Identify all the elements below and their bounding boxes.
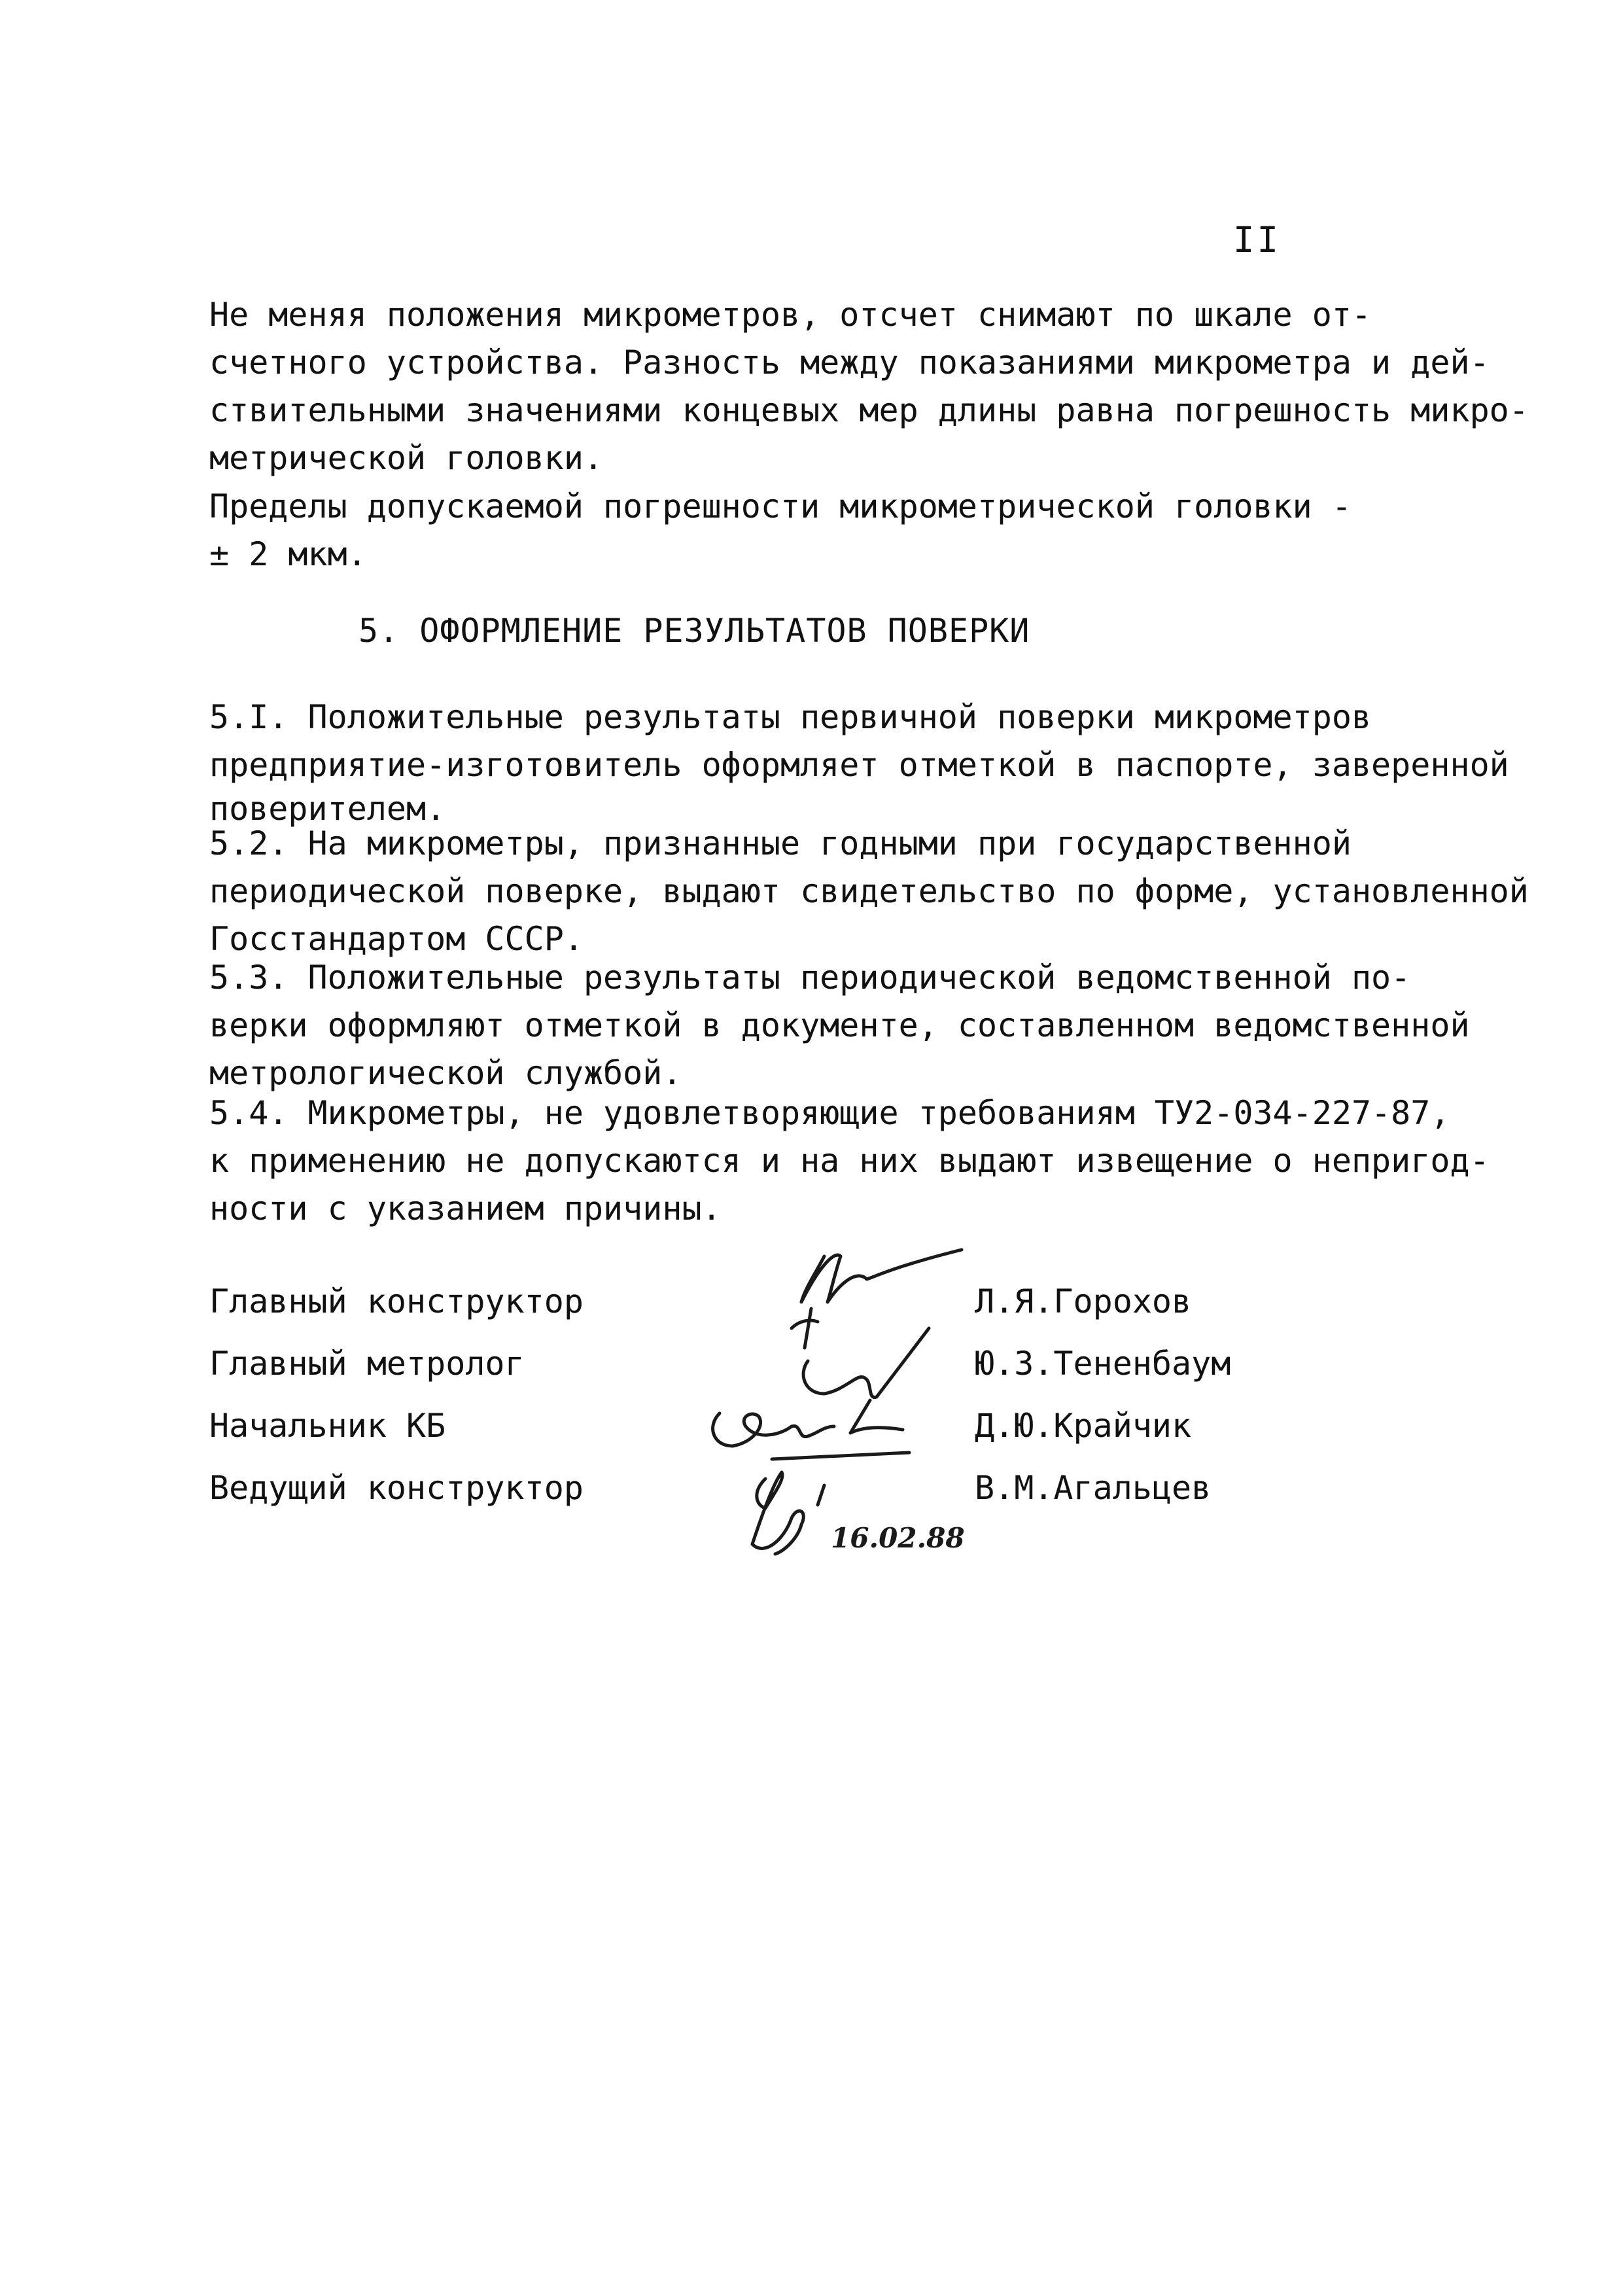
signature-tenenbaum bbox=[803, 1328, 929, 1398]
text-line: 5.3. Положительные результаты периодической ведомственной по- bbox=[209, 959, 1411, 997]
text-line: метрологической службой. bbox=[209, 1054, 682, 1092]
text-line: 5.2. На микрометры, признанные годными при государственной bbox=[209, 824, 1352, 862]
text-line: периодической поверке, выдают свидетельство по форме, установленной bbox=[209, 872, 1529, 910]
text-line: поверителем. bbox=[209, 790, 446, 828]
text-line: ствительными значениями концевых мер длины равна погрешность микро- bbox=[209, 391, 1529, 429]
item-5-1 bbox=[209, 694, 1509, 828]
text-line: ± 2 мкм. bbox=[209, 535, 367, 573]
signature-tenenbaum-stroke bbox=[850, 1400, 903, 1433]
text-line: ности с указанием причины. bbox=[209, 1190, 722, 1227]
text-line: к применению не допускаются и на них выдают извещение о непригод- bbox=[209, 1142, 1490, 1180]
item-5-3 bbox=[209, 954, 1470, 1097]
text-line: Не меняя положения микрометров, отсчет снимают по шкале от- bbox=[209, 296, 1372, 334]
signature-agaltsev bbox=[752, 1472, 824, 1554]
signatory-name: Л.Я.Горохов bbox=[975, 1282, 1192, 1320]
paragraph-error-limits bbox=[209, 483, 1452, 578]
signature-gorokhov bbox=[801, 1250, 962, 1302]
signature-gorokhov-stroke bbox=[792, 1309, 818, 1348]
signature-kraychik bbox=[713, 1413, 909, 1459]
signatory-title: Начальник КБ bbox=[209, 1407, 446, 1445]
text-line: Пределы допускаемой погрешности микрометрической головки - bbox=[209, 487, 1352, 525]
handwritten-date: 16.02.88 bbox=[831, 1522, 965, 1554]
paragraph-micrometer-reading bbox=[209, 291, 1529, 482]
signatory-name: Ю.З.Тененбаум bbox=[975, 1345, 1231, 1383]
item-5-2 bbox=[209, 820, 1529, 963]
signatory-name: В.М.Агальцев bbox=[975, 1469, 1212, 1507]
text-line: счетного устройства. Разность между показаниями микрометра и дей- bbox=[209, 344, 1490, 381]
page-number: II bbox=[1233, 219, 1282, 260]
text-line: верки оформляют отметкой в документе, составленном ведомственной bbox=[209, 1006, 1470, 1044]
signatory-title: Главный конструктор bbox=[209, 1282, 584, 1320]
text-line: 5.I. Положительные результаты первичной поверки микрометров bbox=[209, 698, 1372, 736]
section-heading: 5. ОФОРМЛЕНИЕ РЕЗУЛЬТАТОВ ПОВЕРКИ bbox=[358, 612, 1030, 650]
signatory-title: Главный метролог bbox=[209, 1345, 525, 1383]
handwritten-signatures bbox=[693, 1230, 981, 1570]
text-line: 5.4. Микрометры, не удовлетворяющие требованиям ТУ2-034-227-87, bbox=[209, 1094, 1450, 1132]
text-line: метрической головки. bbox=[209, 439, 604, 477]
signatory-title: Ведущий конструктор bbox=[209, 1469, 584, 1507]
text-line: Госстандартом СССР. bbox=[209, 920, 584, 958]
signatory-name: Д.Ю.Крайчик bbox=[975, 1407, 1192, 1445]
item-5-4 bbox=[209, 1089, 1490, 1233]
text-line: предприятие-изготовитель оформляет отметкой в паспорте, заверенной bbox=[209, 746, 1509, 784]
